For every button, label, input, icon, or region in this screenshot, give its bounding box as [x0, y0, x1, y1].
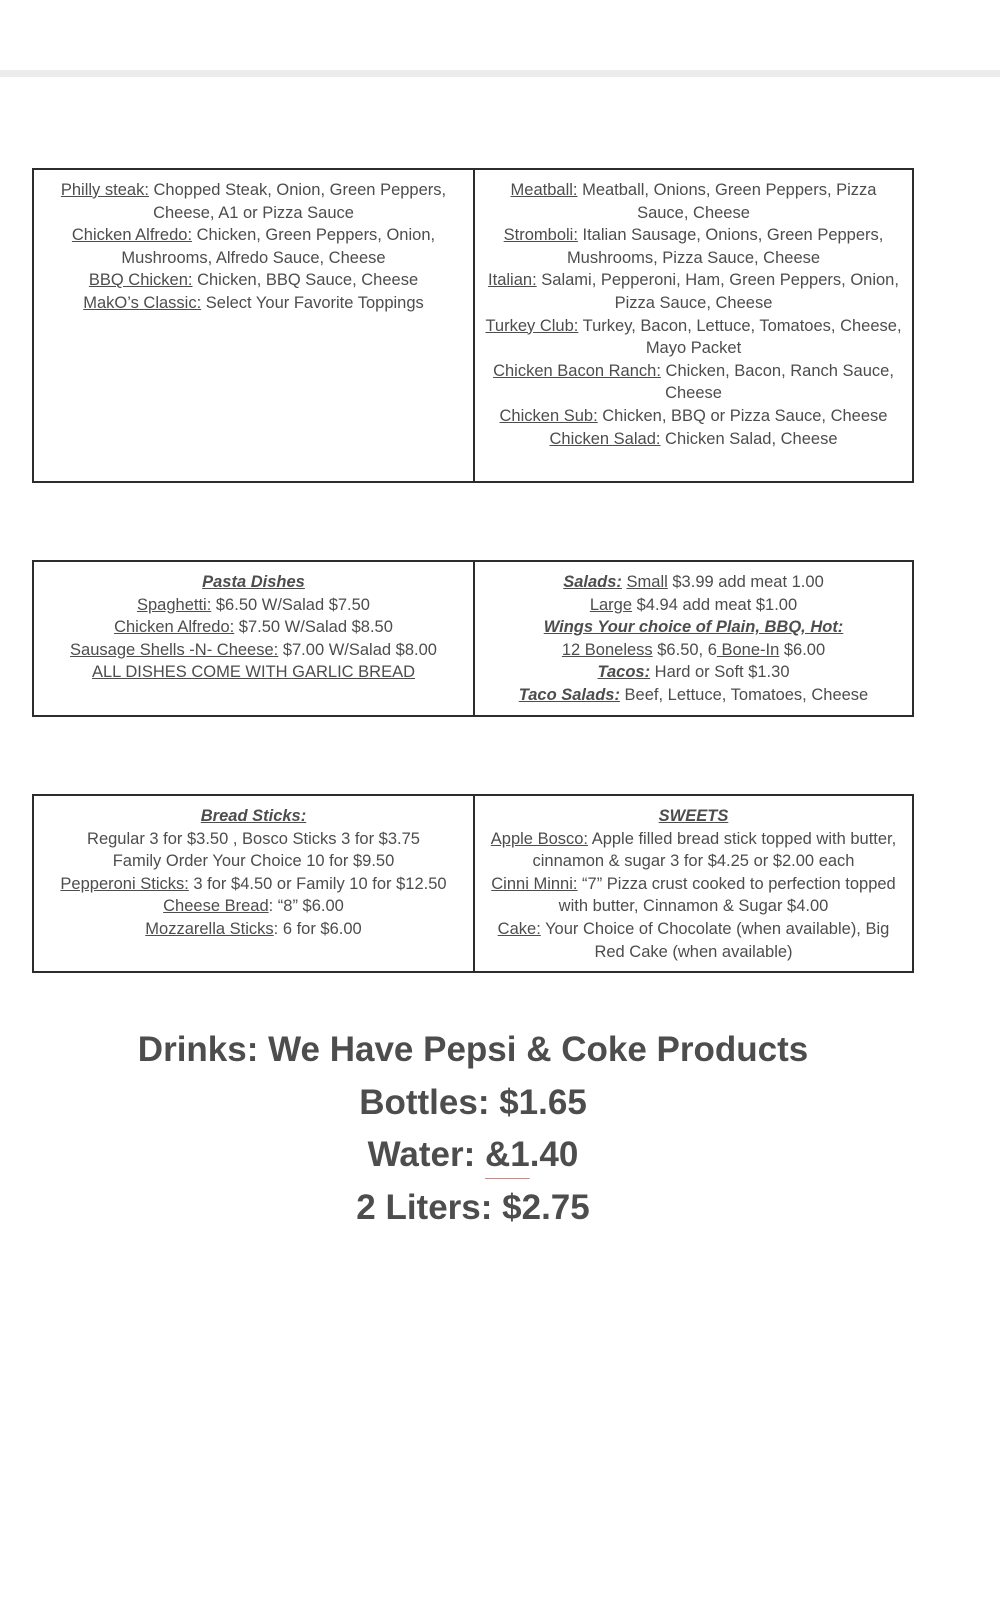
item-label: Chicken Salad: — [549, 429, 661, 448]
item-price: $4.94 add meat $1.00 — [632, 595, 798, 614]
salads-wings-column — [473, 562, 912, 715]
subs-right-column — [473, 170, 912, 481]
item-label: Cake: — [497, 919, 541, 938]
section-heading: Pasta Dishes — [202, 573, 305, 591]
section-heading: Tacos: — [597, 663, 651, 682]
item-description: “7” Pizza crust cooked to perfection topped with butter, Cinnamon & Sugar $4.00 — [558, 874, 896, 916]
section-heading: Bread Sticks: — [200, 807, 307, 825]
item-label: Italian: — [488, 271, 537, 290]
item-label: Mozzarella Sticks — [145, 919, 274, 938]
pasta-salads-table — [32, 560, 914, 717]
item-label: Small — [626, 573, 668, 591]
wings-heading: Wings Your choice of Plain, BBQ, Hot: — [543, 618, 844, 637]
drinks-2-liters: 2 Liters: $2.75 — [356, 1187, 590, 1227]
item-label: Large — [589, 595, 633, 614]
item-label: Cinni Minni: — [491, 874, 578, 893]
item-description: Chicken, Bacon, Ranch Sauce, Cheese — [660, 361, 894, 403]
menu-item — [44, 594, 463, 617]
item-label: Sausage Shells -N- Cheese: — [70, 640, 279, 659]
item-label: Meatball: — [510, 181, 578, 199]
menu-item: Regular 3 for $3.50 , Bosco Sticks 3 for $3.75 — [87, 829, 420, 848]
item-description: Select Your Favorite Toppings — [201, 293, 424, 312]
menu-item — [44, 616, 463, 639]
menu-item — [44, 269, 463, 292]
item-label: Stromboli: — [503, 226, 578, 245]
water-amount-rest: .40 — [529, 1135, 579, 1174]
item-label: BBQ Chicken: — [88, 271, 193, 290]
garlic-bread-note: ALL DISHES COME WITH GARLIC BREAD — [91, 663, 416, 682]
menu-item — [485, 269, 902, 314]
item-description: Chicken Salad, Cheese — [660, 429, 838, 448]
item-label: Cheese Bread — [163, 897, 269, 916]
drinks-bottles: Bottles: $1.65 — [359, 1082, 587, 1122]
top-divider-bar — [0, 70, 1000, 77]
menu-item — [485, 315, 902, 360]
menu-item: Family Order Your Choice 10 for $9.50 — [112, 852, 395, 871]
section-heading: SWEETS — [658, 807, 729, 825]
item-description: Chicken, BBQ Sauce, Cheese — [192, 271, 419, 290]
item-price: $6.50 W/Salad $7.50 — [211, 595, 370, 614]
item-description: Chopped Steak, Onion, Green Peppers, Cheese, A1 or Pizza Sauce — [148, 181, 447, 222]
menu-item — [44, 895, 463, 918]
menu-item — [485, 405, 902, 428]
sweets-column — [473, 796, 912, 971]
drinks-water — [0, 1129, 946, 1182]
drinks-section — [0, 1024, 946, 1234]
item-description: Italian Sausage, Onions, Green Peppers, Mushrooms, Pizza Sauce, Cheese — [566, 226, 884, 267]
menu-item — [44, 639, 463, 662]
item-description: Beef, Lettuce, Tomatoes, Cheese — [619, 685, 869, 704]
drinks-heading: Drinks: We Have Pepsi & Coke Products — [137, 1030, 809, 1069]
menu-item — [44, 918, 463, 941]
item-description: Your Choice of Chocolate (when available), Big Red Cake (when available) — [540, 919, 890, 961]
breadsticks-column — [34, 796, 473, 971]
item-label: Chicken Bacon Ranch: — [493, 361, 661, 380]
salads-small-line — [485, 571, 902, 594]
item-description: Chicken, Green Peppers, Onion, Mushrooms, Alfredo Sauce, Cheese — [121, 226, 436, 267]
item-description: Meatball, Onions, Green Peppers, Pizza Sauce, Cheese — [577, 181, 877, 222]
item-price: $6.50, 6 — [652, 640, 717, 659]
subs-left-column — [34, 170, 473, 481]
wings-line — [485, 639, 902, 662]
item-label: Bone-In — [716, 640, 780, 659]
item-label: Apple Bosco: — [490, 829, 589, 848]
item-label: Turkey Club: — [485, 316, 579, 335]
menu-item — [485, 828, 902, 873]
salads-large-line — [485, 594, 902, 617]
item-price: $7.50 W/Salad $8.50 — [234, 618, 393, 637]
menu-item — [485, 873, 902, 918]
taco-salads-line — [485, 684, 902, 707]
menu-item — [485, 179, 902, 224]
item-price: : 6 for $6.00 — [273, 919, 362, 938]
item-label: MakO’s Classic: — [83, 293, 202, 312]
water-label: Water: — [367, 1135, 485, 1174]
item-label: Chicken Sub: — [499, 406, 598, 425]
item-label: Philly steak: — [60, 181, 149, 199]
item-price: : “8” $6.00 — [268, 897, 344, 916]
menu-item — [44, 292, 463, 315]
pasta-column — [34, 562, 473, 715]
item-price: $7.00 W/Salad $8.00 — [278, 640, 437, 659]
item-label: Chicken Alfredo: — [114, 618, 235, 637]
item-description: Salami, Pepperoni, Ham, Green Peppers, Onion, Pizza Sauce, Cheese — [536, 271, 899, 312]
item-price: $6.00 — [779, 640, 826, 659]
menu-item — [44, 873, 463, 896]
item-price: $3.99 add meat 1.00 — [667, 573, 824, 591]
tacos-line — [485, 661, 902, 684]
item-description: Turkey, Bacon, Lettuce, Tomatoes, Cheese, Mayo Packet — [578, 316, 902, 358]
menu-item — [485, 428, 902, 451]
item-label: Pepperoni Sticks: — [60, 874, 189, 893]
menu-item — [44, 224, 463, 269]
breadsticks-sweets-table — [32, 794, 914, 973]
item-price: 3 for $4.50 or Family 10 for $12.50 — [188, 874, 447, 893]
section-heading: Salads: — [563, 573, 622, 591]
menu-item — [44, 179, 463, 224]
item-label: 12 Boneless — [561, 640, 653, 659]
menu-item — [485, 918, 902, 963]
item-label: Chicken Alfredo: — [71, 226, 193, 245]
menu-item — [485, 224, 902, 269]
menu-item — [485, 360, 902, 405]
item-label: Spaghetti: — [136, 595, 212, 614]
section-heading: Taco Salads: — [518, 685, 620, 704]
water-amount: &1 — [484, 1135, 530, 1174]
item-price: Hard or Soft $1.30 — [650, 663, 790, 682]
subs-table — [32, 168, 914, 483]
item-description: Apple filled bread stick topped with butter, cinnamon & sugar 3 for $4.25 or $2.00 each — [532, 829, 897, 871]
item-description: Chicken, BBQ or Pizza Sauce, Cheese — [597, 406, 888, 425]
